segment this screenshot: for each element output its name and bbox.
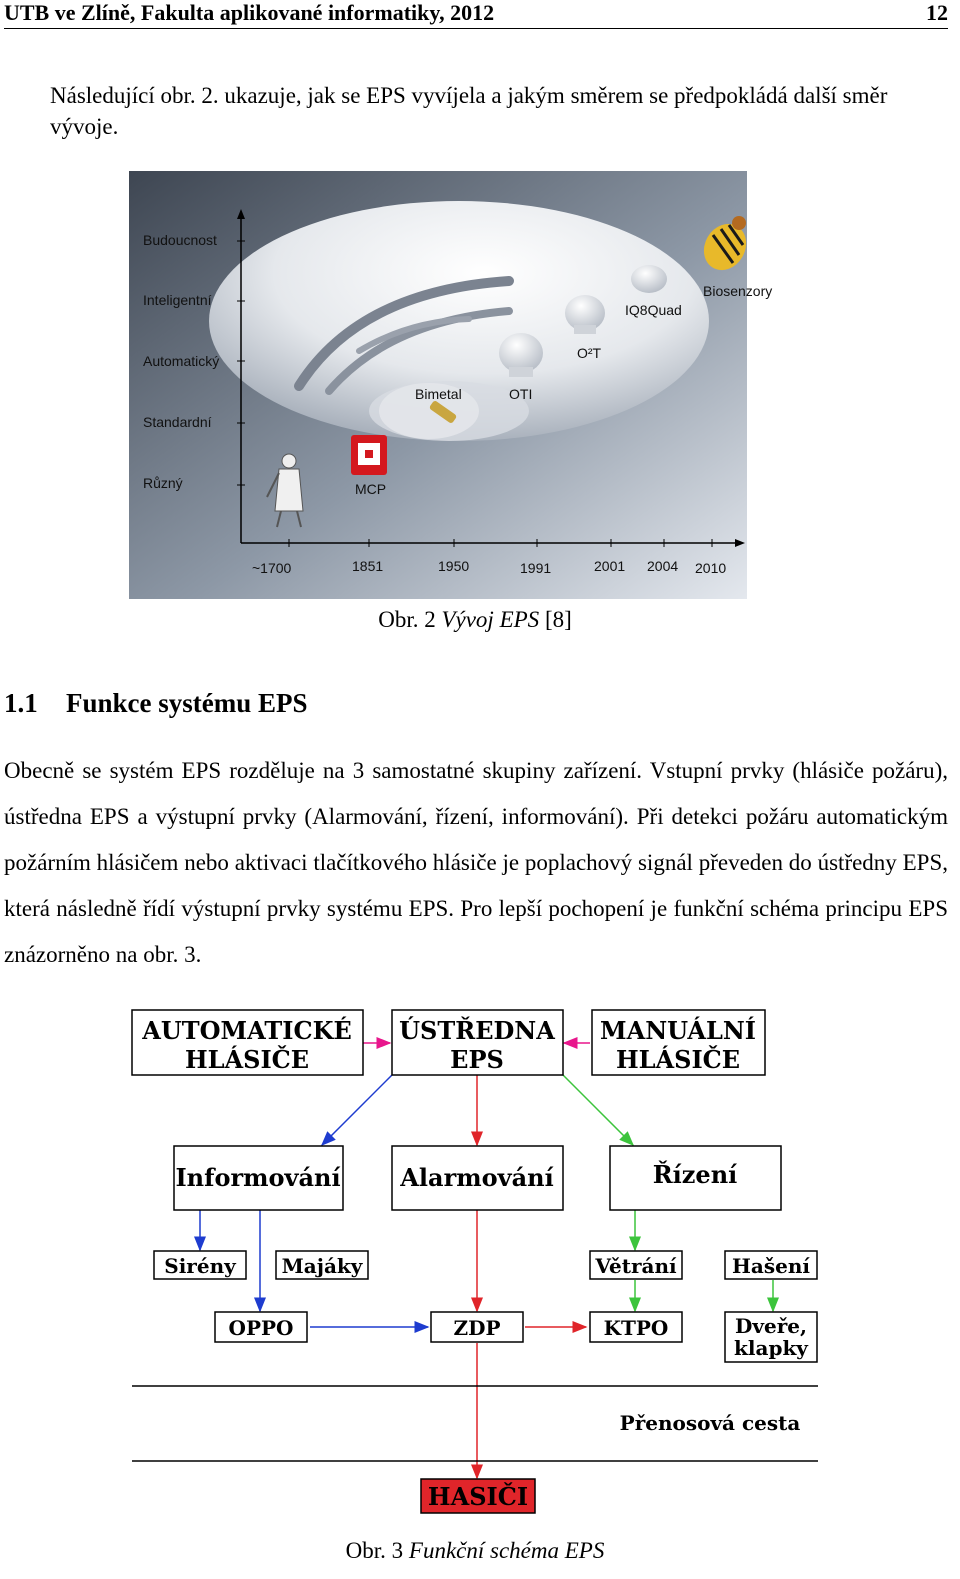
mcp-device-image: [351, 435, 387, 475]
box-label: MANUÁLNÍ: [600, 1016, 756, 1045]
level-label: Standardní: [143, 414, 212, 430]
box-label: ZDP: [453, 1316, 501, 1340]
box-ventilation: [590, 1251, 682, 1279]
iq8quad-device-image: [631, 265, 667, 293]
box-label: Hašení: [732, 1254, 810, 1278]
device-label-biosenzory: Biosenzory: [703, 283, 773, 299]
device-label-o2t: O²T: [577, 345, 602, 361]
box-beacons: [276, 1251, 368, 1279]
box-firefighters: [421, 1479, 535, 1513]
box-label: Alarmování: [400, 1163, 554, 1192]
box-sirens: [154, 1251, 246, 1279]
level-label: Automatický: [143, 353, 220, 369]
level-label: Budoucnost: [143, 232, 217, 248]
level-label: Různý: [143, 475, 183, 491]
box-label: HASIČI: [427, 1482, 529, 1511]
transmission-label: Přenosová cesta: [619, 1411, 801, 1435]
figure2-caption-title: Vývoj EPS: [441, 607, 540, 632]
box-control: [610, 1146, 781, 1210]
device-label-oti: OTI: [509, 386, 533, 402]
box-label: Sirény: [164, 1254, 236, 1278]
section-number: 1.1: [4, 688, 38, 718]
schema-diagram: [120, 1000, 840, 1530]
box-control-panel: [392, 1010, 563, 1075]
figure2-caption: [300, 607, 650, 633]
box-oppo: [215, 1312, 307, 1342]
box-zdp: [431, 1312, 523, 1342]
box-label: Dveře,: [735, 1314, 807, 1338]
box-label: HLÁSIČE: [184, 1045, 310, 1074]
figure2-caption-ref: [8]: [539, 607, 572, 632]
intro-paragraph: Následující obr. 2. ukazuje, jak se EPS vyvíjela a jakým směrem se předpokládá další směr vývoje.: [50, 83, 888, 139]
section-paragraph: Obecně se systém EPS rozděluje na 3 samostatné skupiny zařízení. Vstupní prvky (hlásiče požáru), ústředna EPS a výstupní prvky (Alarmování, řízení, informování). Při detekci požáru automatickým požárním hlásičem nebo aktivaci tlačítkového hlásiče je poplachový signál převeden do ústředny EPS, která následně řídí výstupní prvky systému EPS. Pro lepší pochopení je funkční schéma principu EPS znázorněno na obr. 3.: [4, 758, 948, 967]
box-label: Informování: [175, 1163, 341, 1192]
box-automatic-detectors: [132, 1010, 363, 1075]
section-title: Funkce systému EPS: [66, 688, 308, 718]
page-header: [4, 0, 948, 29]
box-label: ÚSTŘEDNA: [399, 1016, 555, 1045]
year-label: 2001: [594, 558, 626, 574]
box-label: Řízení: [652, 1160, 738, 1189]
box-manual-detectors: [592, 1010, 765, 1075]
box-label: Větrání: [595, 1254, 677, 1278]
box-doors-dampers: [725, 1312, 817, 1362]
box-label: KTPO: [603, 1316, 669, 1340]
year-label: 1851: [352, 558, 384, 574]
year-label: 2004: [647, 558, 679, 574]
box-label: klapky: [734, 1336, 808, 1360]
box-ktpo: [590, 1312, 682, 1342]
figure2-caption-prefix: Obr. 2: [378, 607, 442, 632]
device-label-mcp: MCP: [355, 481, 387, 497]
year-label: 1991: [520, 560, 552, 576]
level-label: Inteligentní: [143, 292, 212, 308]
box-extinguishing: [725, 1251, 817, 1279]
box-label: OPPO: [228, 1316, 294, 1340]
figure3-caption-title: Funkční schéma EPS: [408, 1538, 605, 1563]
box-alarming: [392, 1146, 563, 1210]
page-number: 12: [926, 0, 948, 25]
figure-eps-evolution: [129, 171, 773, 599]
header-title: UTB ve Zlíně, Fakulta aplikované informatiky, 2012: [4, 0, 495, 25]
device-label-bimetal: Bimetal: [415, 386, 462, 402]
box-label: AUTOMATICKÉ: [142, 1016, 352, 1045]
device-label-iq8quad: IQ8Quad: [625, 302, 682, 318]
box-label: EPS: [450, 1045, 504, 1074]
figure3-caption: [300, 1538, 650, 1564]
box-label: Majáky: [281, 1254, 363, 1278]
section-heading: [4, 688, 308, 719]
year-label: 2010: [695, 560, 727, 576]
box-informing: [174, 1146, 343, 1210]
figure3-caption-prefix: Obr. 3: [345, 1538, 409, 1563]
evolution-graphic: [129, 171, 773, 599]
year-label: 1950: [438, 558, 470, 574]
figure-eps-schema: [120, 1000, 840, 1530]
year-label: ~1700: [252, 560, 292, 576]
box-label: HLÁSIČE: [615, 1045, 741, 1074]
